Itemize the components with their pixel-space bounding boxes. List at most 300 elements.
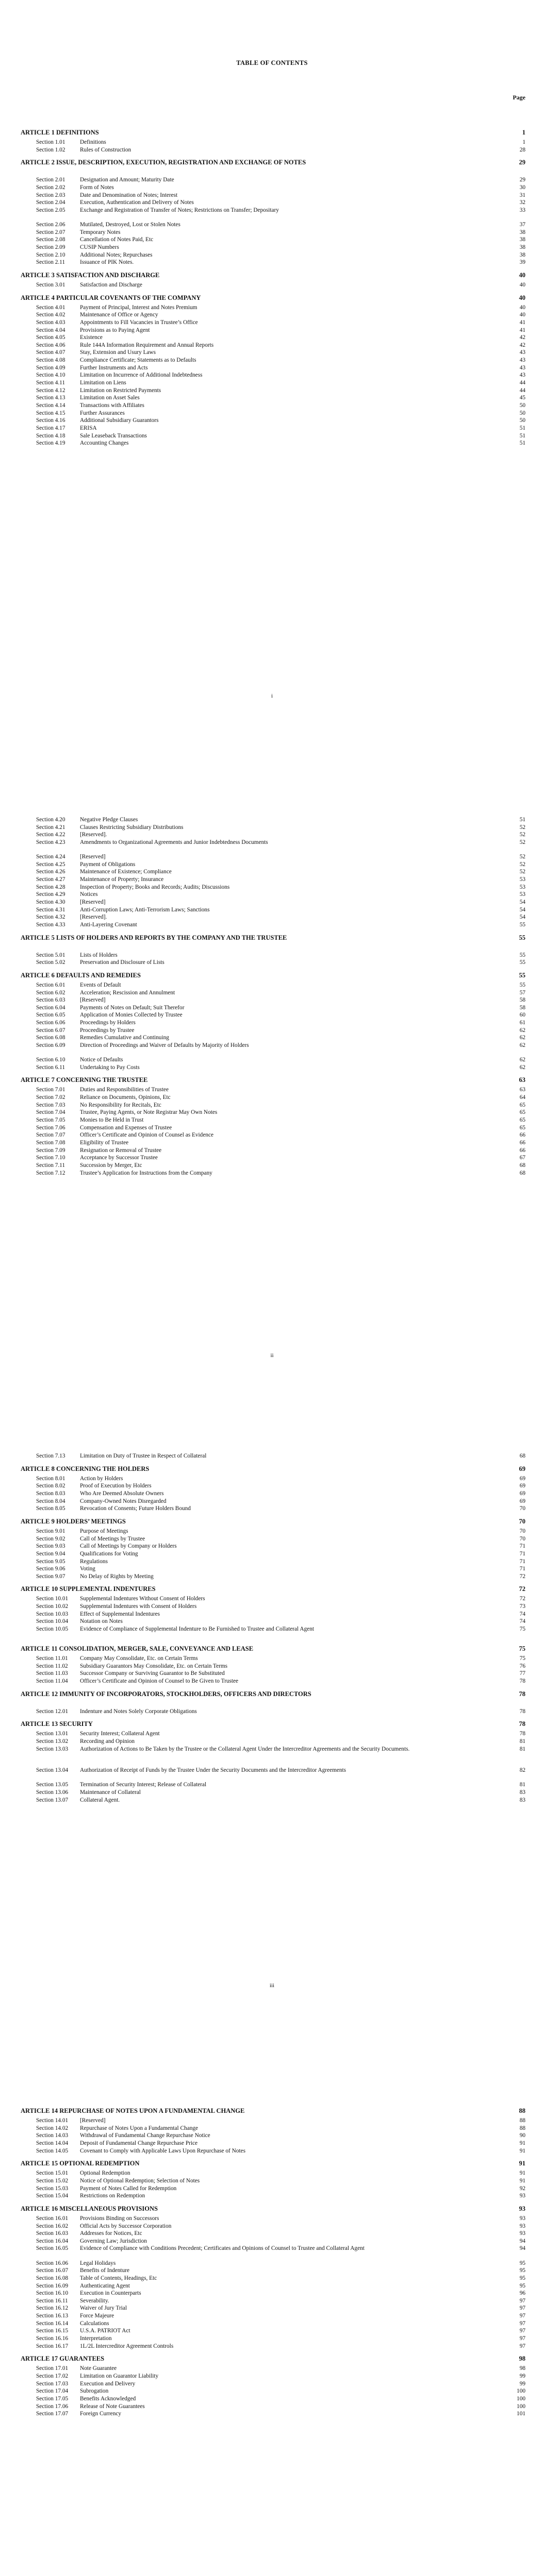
article-title: ARTICLE 10 SUPPLEMENTAL INDENTURES: [21, 1585, 156, 1593]
section-page-number: 75: [519, 1655, 525, 1662]
toc-section-row: [36, 1027, 525, 1034]
toc-section-row: [36, 899, 525, 906]
article-page-number: 55: [519, 971, 525, 979]
toc-section-row: [36, 2373, 525, 2380]
section-page-number: 39: [519, 259, 525, 266]
article-title: ARTICLE 12 IMMUNITY OF INCORPORATORS, STOCKHOLDERS, OFFICERS AND DIRECTORS: [21, 1690, 311, 1698]
section-number: Section 7.12: [36, 1170, 65, 1176]
article-title: ARTICLE 17 GUARANTEES: [21, 2355, 105, 2363]
toc-section-row: [36, 2283, 525, 2290]
section-page-number: 70: [519, 1535, 525, 1542]
section-caption: Limitation on Asset Sales: [80, 395, 140, 401]
section-page-number: 91: [519, 2170, 525, 2177]
section-number: Section 5.02: [36, 959, 65, 966]
section-number: Section 4.14: [36, 402, 65, 409]
section-number: Section 15.01: [36, 2170, 69, 2177]
toc-section-row: [36, 1670, 525, 1677]
section-number: Section 4.06: [36, 342, 65, 348]
article-title: ARTICLE 1 DEFINITIONS: [21, 129, 99, 136]
section-caption: Compliance Certificate; Statements as to Defaults: [80, 357, 196, 364]
toc-section-row: [36, 1655, 525, 1662]
toc-section-row: [36, 1767, 525, 1774]
section-caption: Appointments to Fill Vacancies in Trustee’s Office: [80, 319, 198, 326]
section-number: Section 13.04: [36, 1767, 69, 1774]
section-caption: Definitions: [80, 139, 106, 145]
toc-section-row: [36, 342, 525, 349]
section-page-number: 53: [519, 884, 525, 890]
section-page-number: 31: [519, 192, 525, 198]
section-page-number: 71: [519, 1550, 525, 1557]
section-caption: Optional Redemption: [80, 2170, 130, 2177]
toc-section-row: [36, 1453, 525, 1460]
section-caption: Eligibility of Trustee: [80, 1140, 129, 1146]
section-number: Section 6.01: [36, 981, 65, 988]
section-number: Section 16.16: [36, 2335, 69, 2342]
toc-section-row: [36, 139, 525, 146]
section-caption: Evidence of Compliance of Supplemental Indenture to Be Furnished to Trustee and Collateral Agent: [80, 1626, 314, 1633]
section-caption: Events of Default: [80, 981, 121, 988]
section-page-number: 71: [519, 1566, 525, 1572]
section-number: Section 9.03: [36, 1543, 65, 1550]
section-caption: Qualifications for Voting: [80, 1550, 138, 1557]
section-page-number: 81: [519, 1745, 525, 1752]
section-number: Section 7.10: [36, 1155, 65, 1161]
toc-section-row: [36, 1147, 525, 1154]
toc-article-heading: [21, 2160, 525, 2167]
section-page-number: 64: [519, 1094, 525, 1101]
section-number: Section 4.27: [36, 876, 65, 883]
toc-section-row: [36, 402, 525, 409]
toc-section-row: [36, 1042, 525, 1049]
section-page-number: 63: [519, 1087, 525, 1093]
section-caption: Provisions Binding on Successors: [80, 2215, 159, 2222]
section-caption: Rule 144A Information Requirement and Annual Reports: [80, 342, 214, 348]
section-page-number: 70: [519, 1505, 525, 1512]
section-caption: Clauses Restricting Subsidiary Distributions: [80, 824, 184, 831]
section-page-number: 52: [519, 839, 525, 845]
section-caption: Acceleration; Rescission and Annulment: [80, 989, 175, 996]
toc-section-row: [36, 1170, 525, 1177]
toc-section-row: [36, 417, 525, 424]
toc-section-row: [36, 997, 525, 1004]
article-page-number: 55: [519, 934, 525, 941]
section-page-number: 51: [519, 817, 525, 823]
section-page-number: 58: [519, 997, 525, 1004]
section-number: Section 4.26: [36, 869, 65, 875]
section-number: Section 2.09: [36, 244, 65, 250]
section-page-number: 71: [519, 1558, 525, 1565]
section-page-number: 69: [519, 1490, 525, 1497]
toc-section-row: [36, 2132, 525, 2139]
section-caption: Notice of Defaults: [80, 1057, 123, 1063]
section-page-number: 52: [519, 832, 525, 838]
section-number: Section 13.02: [36, 1738, 69, 1745]
toc-section-row: [36, 2230, 525, 2237]
section-caption: [Reserved]: [80, 2117, 106, 2124]
toc-article-heading: [21, 159, 525, 166]
section-caption: Further Instruments and Acts: [80, 364, 148, 371]
section-page-number: 65: [519, 1101, 525, 1108]
section-page-number: 51: [519, 440, 525, 447]
section-page-number: 61: [519, 1020, 525, 1026]
section-number: Section 11.02: [36, 1663, 68, 1669]
toc-section-row: [36, 1483, 525, 1489]
section-number: Section 4.04: [36, 327, 65, 333]
section-caption: Additional Subsidiary Guarantors: [80, 417, 159, 424]
section-caption: Supplemental Indentures Without Consent of Holders: [80, 1596, 205, 1602]
section-caption: No Delay of Rights by Meeting: [80, 1573, 154, 1580]
toc-section-row: [36, 365, 525, 371]
section-caption: Interpretation: [80, 2335, 112, 2342]
section-page-number: 52: [519, 869, 525, 875]
section-number: Section 4.07: [36, 349, 65, 356]
section-caption: Maintenance of Office or Agency: [80, 312, 158, 318]
toc-section-row: [36, 184, 525, 191]
section-number: Section 16.08: [36, 2275, 69, 2281]
section-caption: Subsidiary Guarantors May Consolidate, Etc. on Certain Terms: [80, 1663, 228, 1669]
section-number: Section 16.10: [36, 2290, 69, 2297]
section-page-number: 66: [519, 1132, 525, 1139]
section-number: Section 10.04: [36, 1618, 69, 1625]
section-number: Section 6.02: [36, 989, 65, 996]
section-number: Section 14.04: [36, 2140, 69, 2146]
section-number: Section 17.01: [36, 2365, 69, 2372]
toc-section-row: [36, 1498, 525, 1505]
toc-section-row: [36, 1708, 525, 1715]
section-number: Section 11.04: [36, 1678, 68, 1685]
section-number: Section 16.01: [36, 2215, 69, 2222]
section-caption: Foreign Currency: [80, 2411, 121, 2417]
section-page-number: 62: [519, 1064, 525, 1071]
toc-section-row: [36, 2193, 525, 2199]
section-number: Section 15.02: [36, 2177, 69, 2184]
section-page-number: 95: [519, 2275, 525, 2281]
section-number: Section 6.03: [36, 997, 65, 1004]
section-page-number: 69: [519, 1498, 525, 1504]
section-number: Section 4.24: [36, 854, 65, 860]
section-caption: Regulations: [80, 1558, 108, 1565]
section-page-number: 55: [519, 981, 525, 988]
section-number: Section 4.21: [36, 824, 65, 831]
toc-article-heading: [21, 2355, 525, 2363]
section-caption: Maintenance of Property; Insurance: [80, 876, 164, 883]
section-caption: Governing Law; Jurisdiction: [80, 2238, 147, 2244]
article-title: ARTICLE 13 SECURITY: [21, 1720, 93, 1728]
toc-section-row: [36, 2396, 525, 2402]
section-caption: Trustee’s Application for Instructions from the Company: [80, 1170, 212, 1176]
section-page-number: 38: [519, 236, 525, 243]
article-title: ARTICLE 4 PARTICULAR COVENANTS OF THE COMPANY: [21, 294, 201, 301]
toc-section-row: [36, 244, 525, 251]
toc-section-row: [36, 334, 525, 341]
page-folio: i: [271, 693, 273, 699]
section-number: Section 17.06: [36, 2403, 69, 2410]
section-caption: Release of Note Guarantees: [80, 2403, 145, 2410]
section-caption: Collateral Agent.: [80, 1797, 120, 1803]
section-caption: Note Guarantee: [80, 2365, 117, 2372]
article-page-number: 78: [519, 1690, 525, 1698]
article-page-number: 78: [519, 1720, 525, 1728]
toc-article-heading: [21, 1645, 525, 1653]
section-number: Section 4.22: [36, 832, 65, 838]
section-page-number: 55: [519, 952, 525, 958]
section-number: Section 10.05: [36, 1626, 69, 1633]
section-page-number: 77: [519, 1670, 525, 1677]
section-number: Section 13.03: [36, 1745, 69, 1752]
toc-section-row: [36, 1566, 525, 1572]
section-caption: Recording and Opinion: [80, 1738, 135, 1745]
toc-section-row: [36, 252, 525, 259]
section-page-number: 69: [519, 1475, 525, 1482]
toc-section-row: [36, 282, 525, 289]
section-caption: Duties and Responsibilities of Trustee: [80, 1087, 169, 1093]
page-folio: ii: [270, 1352, 274, 1359]
article-page-number: 63: [519, 1076, 525, 1084]
section-page-number: 54: [519, 899, 525, 905]
section-number: Section 2.04: [36, 199, 65, 206]
section-caption: Deposit of Fundamental Change Repurchase Price: [80, 2140, 198, 2146]
toc-article-heading: [21, 129, 525, 137]
section-number: Section 16.06: [36, 2260, 69, 2266]
article-page-number: 1: [522, 129, 525, 136]
section-caption: Repurchase of Notes Upon a Fundamental Change: [80, 2125, 199, 2131]
toc-section-row: [36, 1020, 525, 1026]
section-caption: Proceedings by Holders: [80, 1020, 136, 1026]
section-number: Section 17.03: [36, 2380, 69, 2387]
section-page-number: 45: [519, 395, 525, 401]
section-page-number: 66: [519, 1147, 525, 1154]
toc-section-row: [36, 440, 525, 447]
toc-section-row: [36, 1064, 525, 1071]
toc-section-row: [36, 1125, 525, 1131]
section-number: Section 17.07: [36, 2411, 69, 2417]
section-caption: Additional Notes; Repurchases: [80, 251, 153, 258]
section-caption: Withdrawal of Fundamental Change Repurchase Notice: [80, 2132, 210, 2139]
section-page-number: 33: [519, 207, 525, 213]
toc-section-row: [36, 1543, 525, 1550]
toc-section-row: [36, 982, 525, 989]
article-title: ARTICLE 8 CONCERNING THE HOLDERS: [21, 1465, 150, 1472]
section-number: Section 4.28: [36, 884, 65, 890]
section-page-number: 88: [519, 2125, 525, 2131]
page-folio: iii: [269, 1982, 275, 1989]
section-page-number: 53: [519, 876, 525, 883]
section-caption: Company May Consolidate, Etc. on Certain Terms: [80, 1655, 198, 1662]
toc-section-row: [36, 2298, 525, 2304]
section-number: Section 7.05: [36, 1117, 65, 1124]
section-caption: Officer’s Certificate and Opinion of Counsel as Evidence: [80, 1132, 214, 1139]
section-page-number: 41: [519, 327, 525, 333]
section-caption: Force Majeure: [80, 2313, 114, 2319]
section-caption: Notation on Notes: [80, 1618, 123, 1625]
section-caption: Proceedings by Trustee: [80, 1027, 135, 1033]
section-caption: Table of Contents, Headings, Etc: [80, 2275, 157, 2281]
section-caption: Issuance of PIK Notes.: [80, 259, 134, 266]
section-number: Section 16.07: [36, 2267, 69, 2274]
section-caption: Undertaking to Pay Costs: [80, 1064, 140, 1071]
section-page-number: 70: [519, 1528, 525, 1534]
toc-section-row: [36, 2178, 525, 2184]
section-page-number: 57: [519, 989, 525, 996]
section-number: Section 4.25: [36, 861, 65, 868]
section-caption: Addresses for Notices, Etc: [80, 2230, 142, 2237]
section-caption: Execution, Authentication and Delivery of Notes: [80, 199, 194, 206]
toc-section-row: [36, 433, 525, 439]
page-column-label: Page: [513, 94, 525, 101]
section-page-number: 68: [519, 1453, 525, 1459]
section-page-number: 52: [519, 824, 525, 831]
section-caption: Limitation on Incurrence of Additional Indebtedness: [80, 372, 203, 379]
section-number: Section 2.01: [36, 177, 65, 183]
toc-section-row: [36, 2260, 525, 2267]
section-caption: Limitation on Liens: [80, 380, 126, 386]
section-number: Section 4.03: [36, 319, 65, 326]
toc-section-row: [36, 2365, 525, 2372]
section-number: Section 16.12: [36, 2305, 69, 2312]
toc-section-row: [36, 1746, 525, 1753]
toc-article-heading: [21, 1076, 525, 1084]
section-number: Section 4.33: [36, 921, 65, 928]
section-number: Section 16.04: [36, 2238, 69, 2244]
section-number: Section 9.02: [36, 1535, 65, 1542]
section-page-number: 92: [519, 2185, 525, 2192]
section-caption: Proof of Execution by Holders: [80, 1483, 152, 1489]
document-title: TABLE OF CONTENTS: [236, 59, 308, 66]
article-title: ARTICLE 16 MISCELLANEOUS PROVISIONS: [21, 2205, 158, 2212]
section-number: Section 4.20: [36, 817, 65, 823]
article-title: ARTICLE 14 REPURCHASE OF NOTES UPON A FUNDAMENTAL CHANGE: [21, 2107, 245, 2114]
section-caption: Execution and Delivery: [80, 2380, 136, 2387]
article-page-number: 88: [519, 2107, 525, 2114]
toc-section-row: [36, 1490, 525, 1497]
section-page-number: 73: [519, 1603, 525, 1610]
toc-article-heading: [21, 1720, 525, 1728]
toc-section-row: [36, 395, 525, 401]
toc-section-row: [36, 1035, 525, 1041]
section-caption: Monies to Be Held in Trust: [80, 1117, 144, 1124]
section-number: Section 4.16: [36, 417, 65, 424]
toc-section-row: [36, 922, 525, 928]
toc-section-row: [36, 304, 525, 311]
section-page-number: 43: [519, 364, 525, 371]
section-page-number: 58: [519, 1004, 525, 1011]
section-page-number: 97: [519, 2343, 525, 2349]
section-page-number: 55: [519, 921, 525, 928]
toc-section-row: [36, 1551, 525, 1557]
toc-section-row: [36, 1528, 525, 1535]
section-number: Section 15.03: [36, 2185, 69, 2192]
section-page-number: 37: [519, 222, 525, 228]
section-number: Section 7.07: [36, 1132, 65, 1139]
toc-section-row: [36, 1618, 525, 1625]
section-page-number: 68: [519, 1162, 525, 1168]
toc-section-row: [36, 1558, 525, 1565]
toc-section-row: [36, 312, 525, 318]
toc-section-row: [36, 2170, 525, 2177]
section-page-number: 99: [519, 2380, 525, 2387]
section-caption: Existence: [80, 334, 103, 341]
section-number: Section 17.04: [36, 2388, 69, 2395]
section-page-number: 62: [519, 1035, 525, 1041]
section-caption: Authorization of Actions to Be Taken by the Trustee or the Collateral Agent Under the Intercreditor Agreements and the Security Documents.: [80, 1745, 410, 1752]
toc-section-row: [36, 2305, 525, 2312]
section-number: Section 12.01: [36, 1708, 69, 1715]
section-caption: Notice of Optional Redemption; Selection of Notes: [80, 2177, 200, 2184]
section-caption: Subrogation: [80, 2388, 109, 2395]
section-caption: Preservation and Disclosure of Lists: [80, 959, 164, 966]
section-page-number: 91: [519, 2147, 525, 2154]
toc-section-row: [36, 2215, 525, 2222]
article-page-number: 93: [519, 2205, 525, 2212]
toc-section-row: [36, 959, 525, 966]
section-page-number: 75: [519, 1626, 525, 1633]
section-caption: Authenticating Agent: [80, 2282, 130, 2289]
toc-section-row: [36, 229, 525, 236]
section-number: Section 6.10: [36, 1057, 65, 1063]
toc-section-row: [36, 2320, 525, 2327]
section-page-number: 95: [519, 2260, 525, 2266]
section-page-number: 72: [519, 1596, 525, 1602]
toc-article-heading: [21, 1518, 525, 1526]
section-number: Section 7.06: [36, 1124, 65, 1131]
section-page-number: 97: [519, 2305, 525, 2312]
article-page-number: 75: [519, 1645, 525, 1653]
toc-section-row: [36, 2125, 525, 2132]
section-caption: Execution in Counterparts: [80, 2290, 141, 2297]
section-number: Section 6.04: [36, 1004, 65, 1011]
section-number: Section 4.18: [36, 432, 65, 439]
toc-section-row: [36, 2328, 525, 2334]
toc-section-row: [36, 869, 525, 875]
section-number: Section 11.01: [36, 1655, 68, 1662]
section-number: Section 2.02: [36, 184, 65, 191]
section-page-number: 91: [519, 2140, 525, 2146]
section-page-number: 50: [519, 410, 525, 416]
toc-section-row: [36, 380, 525, 386]
section-number: Section 4.30: [36, 899, 65, 905]
section-number: Section 6.08: [36, 1035, 65, 1041]
section-number: Section 16.03: [36, 2230, 69, 2237]
article-page-number: 91: [519, 2160, 525, 2167]
toc-section-row: [36, 914, 525, 921]
section-page-number: 78: [519, 1708, 525, 1715]
section-number: Section 9.01: [36, 1528, 65, 1534]
section-number: Section 6.09: [36, 1042, 65, 1049]
toc-section-row: [36, 884, 525, 891]
section-number: Section 14.02: [36, 2125, 69, 2131]
toc-section-row: [36, 410, 525, 417]
section-number: Section 2.06: [36, 222, 65, 228]
section-number: Section 7.02: [36, 1094, 65, 1101]
section-caption: Amendments to Organizational Agreements and Junior Indebtedness Documents: [80, 839, 268, 845]
section-page-number: 50: [519, 417, 525, 424]
section-number: Section 11.03: [36, 1670, 68, 1677]
section-caption: Temporary Notes: [80, 229, 121, 235]
article-page-number: 69: [519, 1465, 525, 1472]
section-page-number: 99: [519, 2373, 525, 2379]
section-page-number: 81: [519, 1782, 525, 1788]
toc-section-row: [36, 1109, 525, 1116]
toc-section-row: [36, 2335, 525, 2342]
section-caption: Rules of Construction: [80, 146, 131, 153]
section-page-number: 91: [519, 2177, 525, 2184]
section-page-number: 38: [519, 229, 525, 235]
toc-section-row: [36, 222, 525, 228]
section-number: Section 9.05: [36, 1558, 65, 1565]
section-caption: [Reserved]: [80, 854, 106, 860]
section-caption: Acceptance by Successor Trustee: [80, 1155, 158, 1161]
toc-section-row: [36, 2223, 525, 2230]
